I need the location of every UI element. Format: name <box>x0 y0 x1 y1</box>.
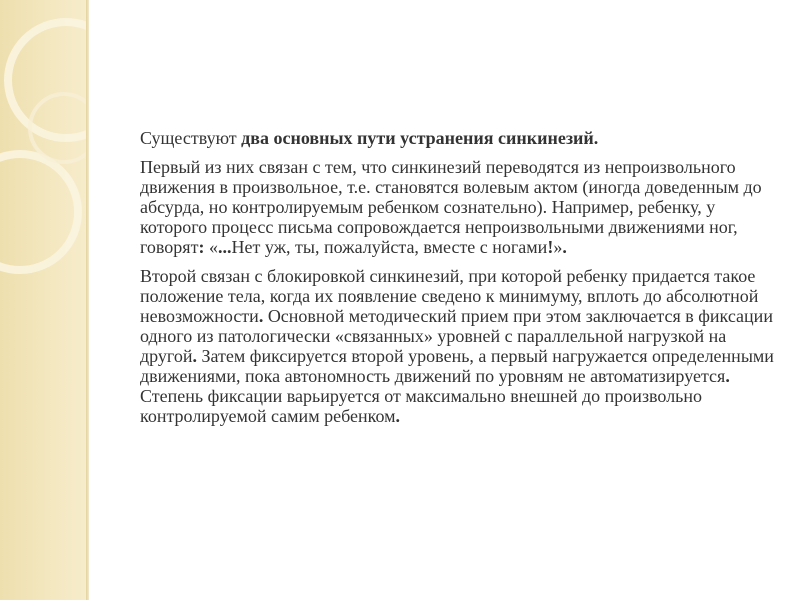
second-way-text-3: Затем фиксируется второй уровень, а первый нагружается определенными движениями, пока автономность движений по уровням не автоматизируется <box>140 346 774 386</box>
decorative-side-panel <box>0 0 86 600</box>
second-way-text-1: Второй связан с блокировкой синкинезий, при которой ребенку придается такое положение тела, когда их появление сведено к минимуму, вплоть до абсолютной невозможности <box>140 266 759 326</box>
first-way-quote-close: » <box>553 237 563 257</box>
decorative-rings <box>0 0 86 600</box>
second-way-period-4: . <box>395 406 400 426</box>
large-ring <box>8 22 86 138</box>
second-way-period-2: . <box>192 346 197 366</box>
lower-ring <box>0 154 78 270</box>
second-way-text-2: Основной методический прием при этом заключается в фиксации одного из патологически «связанных» уровней с параллельной нагрузкой на другой <box>140 306 773 366</box>
intro-lead-text: Существуют <box>140 128 242 148</box>
first-way-colon: : <box>198 237 205 257</box>
second-way-text-4: Степень фиксации варьируется от максимально внешней до произвольно контролируемой самим ребенком <box>140 386 703 426</box>
intro-bold-text: два основных пути устранения синкинезий. <box>241 128 599 148</box>
first-way-exclamation: ! <box>547 237 554 257</box>
second-way-period-3: . <box>725 366 730 386</box>
paragraph-first-way <box>140 157 780 257</box>
panel-divider <box>86 0 89 600</box>
slide-text <box>140 128 780 435</box>
paragraph-intro <box>140 128 780 148</box>
first-way-quote-open: « <box>204 237 218 257</box>
first-way-quote-text: Нет уж, ты, пожалуйста, вместе с ногами <box>231 237 548 257</box>
paragraph-second-way <box>140 266 780 426</box>
first-way-text: Первый из них связан с тем, что синкинезий переводятся из непроизвольного движения в произвольное, т.е. становятся волевым актом (иногда доведенным до абсурда, но контролируемым ребенком сознательно). Например, ребенку, у которого процесс письма сопровождается непроизвольными движениями ног, говорят <box>140 157 762 257</box>
second-way-period-1: . <box>258 306 264 326</box>
first-way-ellipsis: ... <box>217 237 232 257</box>
first-way-period: . <box>562 237 567 257</box>
